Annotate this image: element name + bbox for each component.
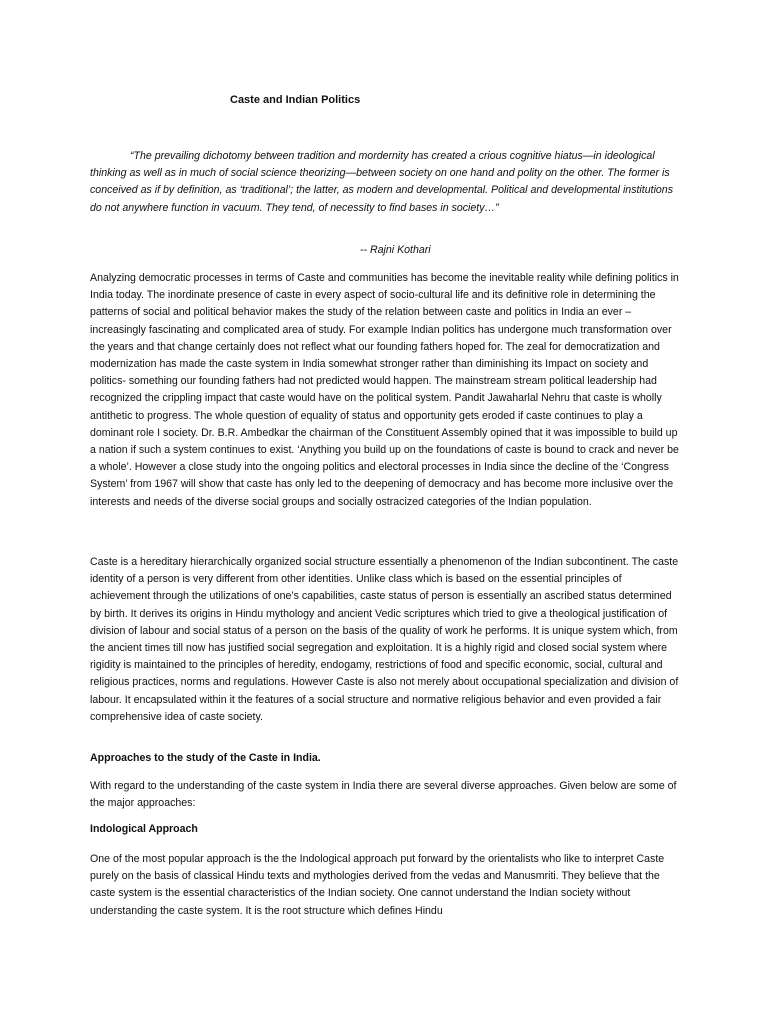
document-title: Caste and Indian Politics <box>230 94 361 106</box>
quote-attribution: -- Rajni Kothari <box>360 244 431 256</box>
body-paragraph-3: With regard to the understanding of the caste system in India there are several diverse approaches. Given below are some of the major approaches: <box>90 780 677 810</box>
body-paragraph-2: Caste is a hereditary hierarchically organized social structure essentially a phenomenon of the Indian subcontinent. The caste identity of a person is very different from other identities. Unlike class which is based on the essential principles of achievement through the utilizations of one’s capabilities, caste status of person is essentially an ascribed status determined by birth. It derives its origins in Hindu mythology and ancient Vedic scriptures which tried to give a theological justification of division of labour and social status of a person on the basis of the quality of work he performs. It is unique system which, from the ancient times till now has justified social segregation and exploitation. It is a highly rigid and closed social system where rigidity is maintained to the principles of heredity, endogamy, restrictions of food and specific economic, social, cultural and religious practices, norms and regulations. However Caste is also not merely about occupational specialization and division of labour. It encapsulated within it the features of a social structure and normative religious behavior and even provided a fair comprehensive idea of caste society. <box>90 556 679 723</box>
body-paragraph-4: One of the most popular approach is the the Indological approach put forward by the orientalists who like to interpret Caste purely on the basis of classical Hindu texts and mythologies derived from the vedas and Manusmriti. They believe that the caste system is the essential characteristics of the Indian society. One cannot understand the Indian society without understanding the caste system. It is the root structure which defines Hindu <box>90 853 665 917</box>
section-heading-indological: Indological Approach <box>90 823 198 835</box>
section-heading-approaches: Approaches to the study of the Caste in India. <box>90 752 321 764</box>
body-paragraph-1: Analyzing democratic processes in terms of Caste and communities has become the inevitable reality while defining politics in India today. The inordinate presence of caste in every aspect of socio-cultural life and its definitive role in determining the patterns of social and political behavior makes the study of the relation between caste and politics in India an ever –increasingly fascinating and complicated area of study. For example Indian politics has undergone much transformation over the years and that change certainly does not reflect what our founding fathers hoped for. The zeal for democratization and modernization has made the caste system in India somewhat stronger rather than diminishing its Impact on society and politics- something our founding fathers had not predicted would happen. The mainstream stream political leadership had recognized the crippling impact that caste would have on the political system. Pandit Jawaharlal Nehru that caste is wholly antithetic to progress. The whole question of equality of status and opportunity gets eroded if caste continues to play a dominant role I society. Dr. B.R. Ambedkar the chairman of the Constituent Assembly opined that it was impossible to build up a nation if such a system continues to exist. ‘Anything you build up on the foundations of caste is bound to crack and never be a whole’. However a close study into the ongoing politics and electoral processes in India since the decline of the ‘Congress System’ from 1967 will show that caste has only led to the deepening of democracy and has become more inclusive over the interests and needs of the diverse social groups and socially ostracized categories of the Indian population. <box>90 272 679 508</box>
epigraph-quote: “The prevailing dichotomy between tradition and mordernity has created a crious cognitive hiatus—in ideological thinking as well as in much of social science theorizing—between society on one hand and polity on the other. The former is conceived as if by definition, as ‘traditional’; the latter, as modern and developmental. Political and developmental institutions do not anywhere function in vacuum. They tend, of necessity to find bases in society…” <box>90 150 673 214</box>
